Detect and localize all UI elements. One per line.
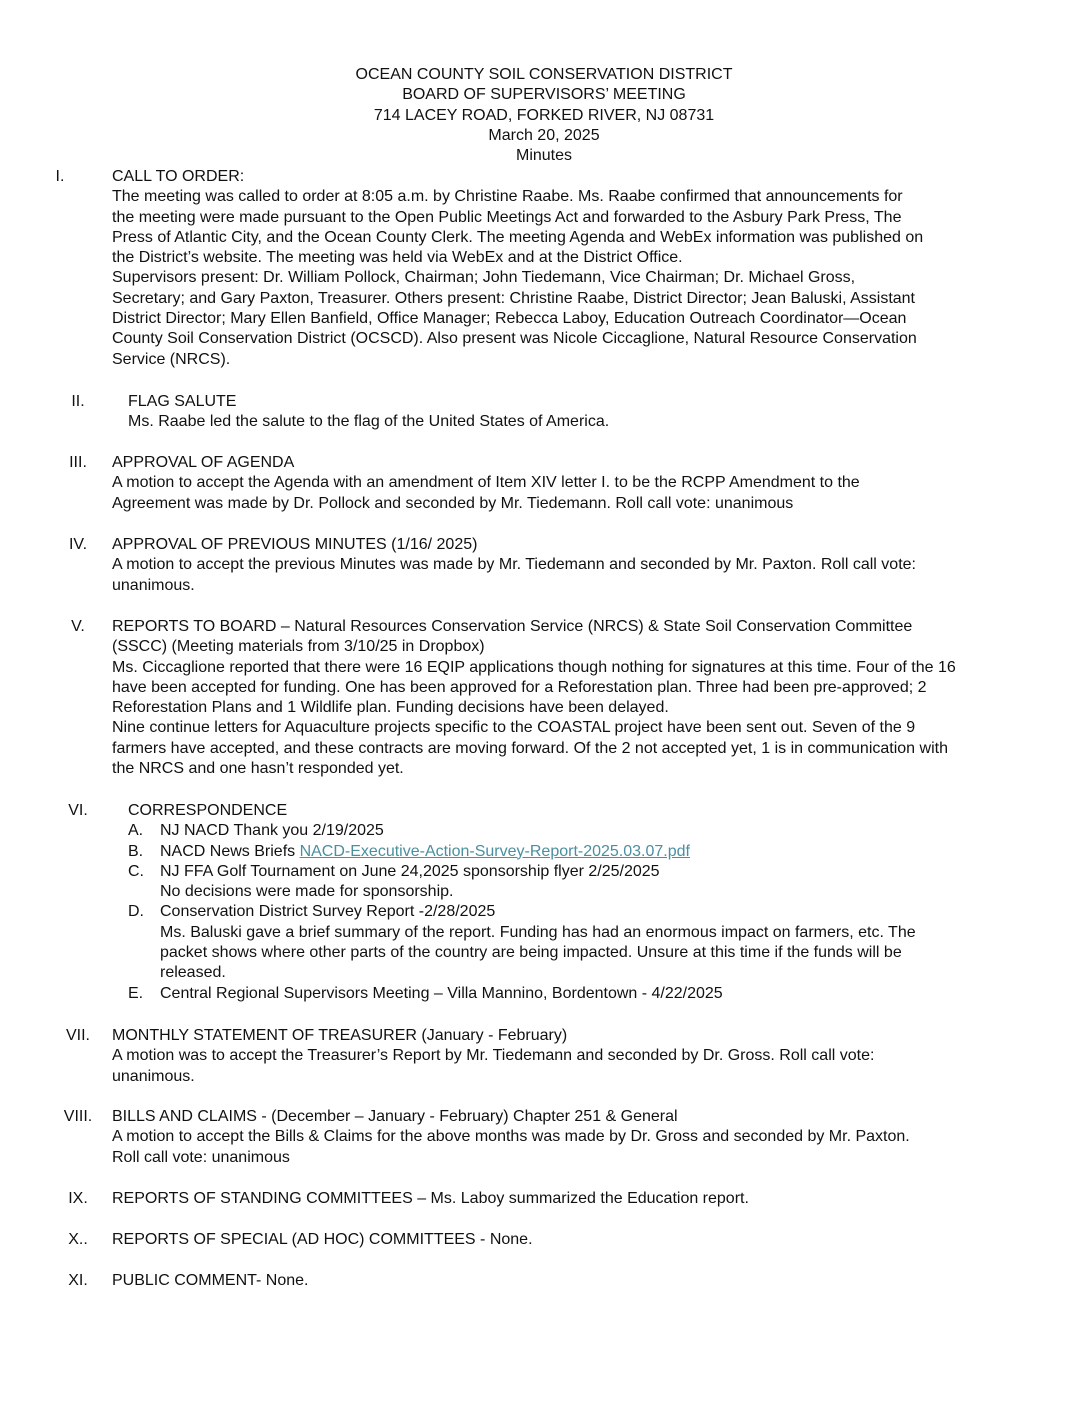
- section-number: VIII.: [63, 1108, 93, 1125]
- paragraph-line: unanimous.: [112, 576, 195, 594]
- list-item: [128, 902, 1028, 983]
- paragraph-line: the meeting were made pursuant to the Open Public Meetings Act and forwarded to the Asbury Park Press, The: [112, 208, 902, 226]
- paragraph-line: Reforestation Plans and 1 Wildlife plan. Funding decisions have been delayed.: [112, 699, 669, 717]
- item-letter: C.: [128, 862, 144, 880]
- paragraph-line: Roll call vote: unanimous: [112, 1148, 290, 1166]
- item-note: released.: [160, 964, 226, 982]
- section-number: V.: [71, 618, 85, 635]
- report-link[interactable]: NACD-Executive-Action-Survey-Report-2025.03.07.pdf: [299, 842, 690, 860]
- section-title: PUBLIC COMMENT- None.: [112, 1272, 309, 1289]
- section-title: MONTHLY STATEMENT OF TREASURER (January - February): [112, 1027, 568, 1044]
- paragraph-line: County Soil Conservation District (OCSCD). Also present was Nicole Ciccaglione, Natural Resource Conservation: [112, 330, 917, 348]
- section-title: APPROVAL OF AGENDA: [112, 454, 295, 471]
- section-number: III.: [69, 454, 87, 471]
- paragraph-line: Nine continue letters for Aquaculture projects specific to the COASTAL project have been sent out. Seven of the 9: [112, 719, 916, 737]
- paragraph-line: have been accepted for funding. One has been approved for a Reforestation plan. Three had been pre-approved; 2: [112, 678, 927, 696]
- paragraph-line: (SSCC) (Meeting materials from 3/10/25 in Dropbox): [112, 638, 485, 656]
- item-text: NACD News Briefs: [160, 842, 300, 860]
- list-item: [128, 984, 1028, 1004]
- item-letter: A.: [128, 822, 144, 840]
- section-number: II.: [71, 393, 85, 410]
- paragraph-line: Service (NRCS).: [112, 350, 231, 368]
- paragraph-line: District Director; Mary Ellen Banfield, Office Manager; Rebecca Laboy, Education Outreach Coordinator—Ocean: [112, 310, 907, 328]
- item-letter: E.: [128, 984, 144, 1002]
- item-text: NJ FFA Golf Tournament on June 24,2025 sponsorship flyer 2/25/2025: [160, 862, 660, 880]
- item-text: Central Regional Supervisors Meeting – Villa Mannino, Bordentown - 4/22/2025: [160, 984, 723, 1002]
- document-type: Minutes: [515, 147, 573, 165]
- list-item: [128, 821, 1028, 841]
- paragraph-line: The meeting was called to order at 8:05 a.m. by Christine Raabe. Ms. Raabe confirmed that announcements for: [112, 188, 903, 206]
- paragraph-line: A motion to accept the previous Minutes was made by Mr. Tiedemann and seconded by Mr. Paxton. Roll call vote:: [112, 556, 916, 574]
- section-number: IV.: [68, 536, 88, 553]
- item-letter: B.: [128, 842, 144, 860]
- paragraph-line: farmers have accepted, and these contracts are moving forward. Of the 2 not accepted yet, 1 is in communication with: [112, 739, 948, 757]
- section-number: VII.: [65, 1027, 90, 1044]
- list-item: [128, 842, 1028, 862]
- item-note: packet shows where other parts of the country are being impacted. Unsure at this time if the funds will be: [160, 944, 902, 962]
- paragraph-line: A motion to accept the Agenda with an amendment of Item XIV letter I. to be the RCPP Amendment to the: [112, 474, 860, 492]
- paragraph-line: A motion to accept the Bills & Claims for the above months was made by Dr. Gross and seconded by Mr. Paxton.: [112, 1128, 910, 1146]
- paragraph-line: Supervisors present: Dr. William Pollock, Chairman; John Tiedemann, Vice Chairman; Dr. Michael Gross,: [112, 269, 856, 287]
- item-text: NJ NACD Thank you 2/19/2025: [160, 822, 384, 840]
- paragraph-line: the NRCS and one hasn’t responded yet.: [112, 760, 404, 778]
- section-number: X..: [68, 1231, 88, 1248]
- district-name: OCEAN COUNTY SOIL CONSERVATION DISTRICT: [355, 66, 733, 83]
- section-number: VI.: [68, 802, 88, 819]
- section-number: XI.: [68, 1272, 88, 1289]
- paragraph-line: Press of Atlantic City, and the Ocean County Clerk. The meeting Agenda and WebEx information was published on: [112, 228, 924, 246]
- paragraph-line: A motion was to accept the Treasurer’s Report by Mr. Tiedemann and seconded by Dr. Gross. Roll call vote:: [112, 1047, 875, 1065]
- paragraph-line: Ms. Raabe led the salute to the flag of the United States of America.: [128, 413, 610, 431]
- meeting-name: BOARD OF SUPERVISORS’ MEETING: [402, 86, 686, 104]
- section-title: CORRESPONDENCE: [128, 802, 288, 819]
- item-text: Conservation District Survey Report -2/28/2025: [160, 903, 496, 921]
- section-title: CALL TO ORDER:: [112, 168, 245, 185]
- paragraph-line: Ms. Ciccaglione reported that there were 16 EQIP applications though nothing for signatures at this time. Four of the 16: [112, 658, 956, 676]
- section-title: REPORTS OF SPECIAL (AD HOC) COMMITTEES - None.: [112, 1231, 533, 1248]
- paragraph-line: the District’s website. The meeting was held via WebEx and at the District Office.: [112, 249, 683, 267]
- meeting-date: March 20, 2025: [488, 126, 600, 144]
- section-title: REPORTS OF STANDING COMMITTEES – Ms. Laboy summarized the Education report.: [112, 1190, 749, 1207]
- section-number: I.: [55, 168, 65, 185]
- address: 714 LACEY ROAD, FORKED RIVER, NJ 08731: [373, 106, 715, 124]
- section-title: BILLS AND CLAIMS - (December – January - February) Chapter 251 & General: [112, 1108, 678, 1125]
- list-item: [128, 862, 1028, 903]
- paragraph-line: Secretary; and Gary Paxton, Treasurer. Others present: Christine Raabe, District Director; Jean Baluski, Assistant: [112, 289, 915, 307]
- paragraph-line: unanimous.: [112, 1067, 195, 1085]
- item-note: Ms. Baluski gave a brief summary of the report. Funding has had an enormous impact on farmers, etc. The: [160, 923, 916, 941]
- document-header: [0, 65, 1088, 166]
- item-note: No decisions were made for sponsorship.: [160, 883, 454, 901]
- section-title: FLAG SALUTE: [128, 393, 237, 410]
- section-title: APPROVAL OF PREVIOUS MINUTES (1/16/ 2025): [112, 536, 478, 553]
- paragraph-line: Agreement was made by Dr. Pollock and seconded by Mr. Tiedemann. Roll call vote: unanimous: [112, 494, 794, 512]
- item-letter: D.: [128, 903, 144, 921]
- section-title: REPORTS TO BOARD – Natural Resources Conservation Service (NRCS) & State Soil Conservation Committee: [112, 618, 913, 635]
- section-number: IX.: [68, 1190, 88, 1207]
